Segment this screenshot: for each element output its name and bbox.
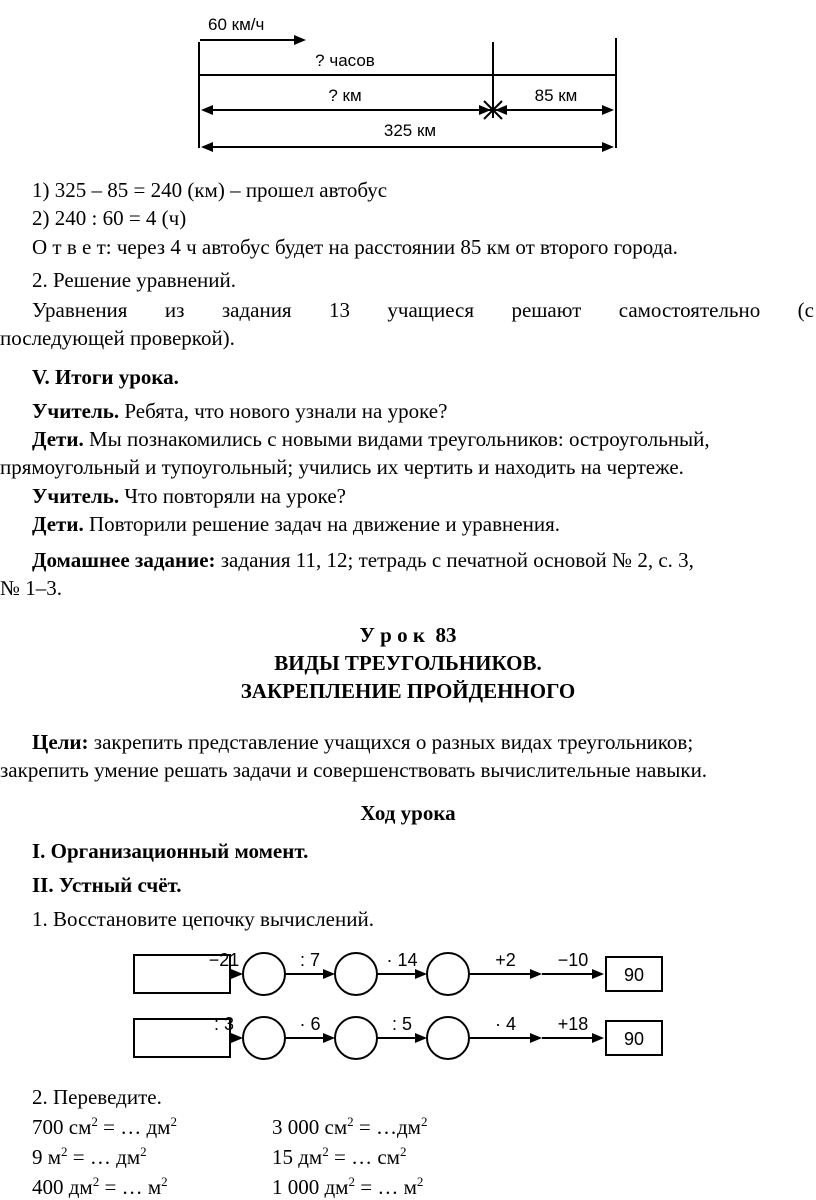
operation-label: : 5 [391,1014,413,1034]
part-1-heading: I. Организационный момент. [32,839,309,863]
chain-arrow-head [415,969,427,979]
quantity: 3 000 см [272,1115,348,1139]
exponent: 2 [348,1174,355,1189]
total-distance-label: 325 км [383,121,437,140]
homework-line-cont: № 1–3. [0,576,63,600]
conversion-left-item [32,1174,168,1200]
teacher-text: Ребята, что нового узнали на уроке? [119,399,448,423]
goals-line [32,729,693,755]
course-heading: Ход урока [360,801,456,825]
word: Уравнения [32,298,128,322]
exponent: 2 [61,1144,68,1159]
part-2-heading: II. Устный счёт. [32,873,182,897]
equations-heading: 2. Решение уравнений. [32,268,237,292]
children-label: Дети. [32,427,84,451]
teacher-line-2 [32,483,346,509]
operation-label: +18 [557,1014,589,1034]
chain-arrow-head [323,969,335,979]
word: задания [221,298,292,322]
operation-label: · 4 [494,1014,517,1034]
target-unit: = … м [354,1175,417,1199]
exponent: 2 [420,1114,428,1129]
speed-label: 60 км/ч [208,15,265,34]
quantity: 700 см [32,1115,92,1139]
word: 13 [329,298,350,322]
operation-label: · 14 [386,950,418,970]
operation-label: −21 [208,950,240,970]
word: из [164,298,185,322]
quantity: 400 дм [32,1175,93,1199]
blank-circle [243,953,285,995]
children-line-1 [32,426,710,452]
answer-text: через 4 ч автобус будет на расстоянии 85 км от второго города. [111,235,678,259]
lesson-title-line-2: ЗАКРЕПЛЕНИЕ ПРОЙДЕННОГО [240,679,576,703]
exponent: 2 [170,1114,177,1129]
blank-circle [335,953,377,995]
lesson-number: У р о к 83 [359,623,457,647]
exponent: 2 [347,1114,354,1129]
solution-step-2: 2) 240 : 60 = 4 (ч) [32,206,187,230]
operation-label: : 7 [299,950,321,970]
children-line-1-cont: прямоугольный и тупоугольный; учились их чертить и находить на чертеже. [0,455,684,479]
word: самостоятельно [618,298,761,322]
teacher-line-1 [32,398,447,424]
task-1-text: 1. Восстановите цепочку вычислений. [32,907,374,931]
chain-arrow-head [592,1033,604,1043]
unknown-distance-label: ? км [328,86,362,105]
blank-circle [243,1017,285,1059]
answer-label: О т в е т: [32,235,112,259]
quantity: 15 дм [272,1145,323,1169]
answer-line [32,234,678,260]
quantity: 9 м [32,1145,62,1169]
conversion-right-item [272,1174,423,1200]
exponent: 2 [92,1174,100,1189]
exponent: 2 [91,1114,98,1129]
chain-arrow-head [530,1033,542,1043]
chain-arrow-head [231,1033,243,1043]
homework-text: задания 11, 12; тетрадь с печатной основой № 2, с. 3, [215,548,694,572]
conversion-left-item [32,1114,177,1140]
operation-label: · 6 [299,1014,321,1034]
goals-text: закрепить представление учащихся о разных видах треугольников; [88,730,694,754]
chain-arrow-head [530,969,542,979]
children-text: Мы познакомились с новыми видами треугольников: остроугольный, [83,427,710,451]
computation-chains [0,940,816,1070]
teacher-text: Что повторяли на уроке? [119,484,346,508]
target-unit: = … см [328,1145,400,1169]
operation-label: : 3 [213,1014,235,1034]
chain-arrow-head [592,969,604,979]
result-value: 90 [623,1029,645,1049]
solution-step-1: 1) 325 – 85 = 240 (км) – прошел автобус [32,178,388,202]
exponent: 2 [322,1144,329,1159]
teacher-label: Учитель. [32,484,120,508]
target-unit: = … дм [67,1145,141,1169]
result-value: 90 [623,965,645,985]
speed-arrow-head [294,35,306,45]
chain-arrow-head [231,969,243,979]
equations-line-1 [32,297,814,323]
arrow-head-left [201,142,213,152]
children-label: Дети. [32,512,84,536]
arrow-head-left [201,105,213,115]
exponent: 2 [161,1174,168,1189]
lesson-title-line-1: ВИДЫ ТРЕУГОЛЬНИКОВ. [274,651,542,675]
teacher-label: Учитель. [32,399,120,423]
exponent: 2 [140,1144,147,1159]
word: решают [511,298,582,322]
children-line-2 [32,511,560,537]
operation-label: −10 [557,950,589,970]
conversion-left-item [32,1144,147,1170]
goals-label: Цели: [32,730,89,754]
target-unit: = … м [99,1175,162,1199]
word: учащиеся [387,298,475,322]
chain-arrow-head [415,1033,427,1043]
motion-segment-diagram [0,0,816,160]
equations-line-2: последующей проверкой). [0,326,235,350]
homework-line [32,547,694,573]
arrow-head-right [602,142,614,152]
time-label: ? часов [315,51,375,70]
conversion-right-item [272,1114,427,1140]
blank-circle [427,953,469,995]
conversion-right-item [272,1144,406,1170]
arrow-head-right [602,105,614,115]
blank-circle [427,1017,469,1059]
operation-label: +2 [495,950,516,970]
target-unit: = … дм [97,1115,171,1139]
quantity: 1 000 дм [272,1175,349,1199]
conversion-heading: 2. Переведите. [32,1085,162,1109]
children-text: Повторили решение задач на движение и уравнения. [83,512,560,536]
target-unit: = …дм [353,1115,421,1139]
word: (с [797,298,814,322]
exponent: 2 [416,1174,424,1189]
homework-label: Домашнее задание: [32,548,216,572]
goals-line-cont: закрепить умение решать задачи и совершенствовать вычислительные навыки. [0,758,708,782]
chain-arrow-head [323,1033,335,1043]
exponent: 2 [399,1144,407,1159]
summary-heading: V. Итоги урока. [32,365,179,389]
blank-circle [335,1017,377,1059]
remaining-distance-label: 85 км [534,86,578,105]
